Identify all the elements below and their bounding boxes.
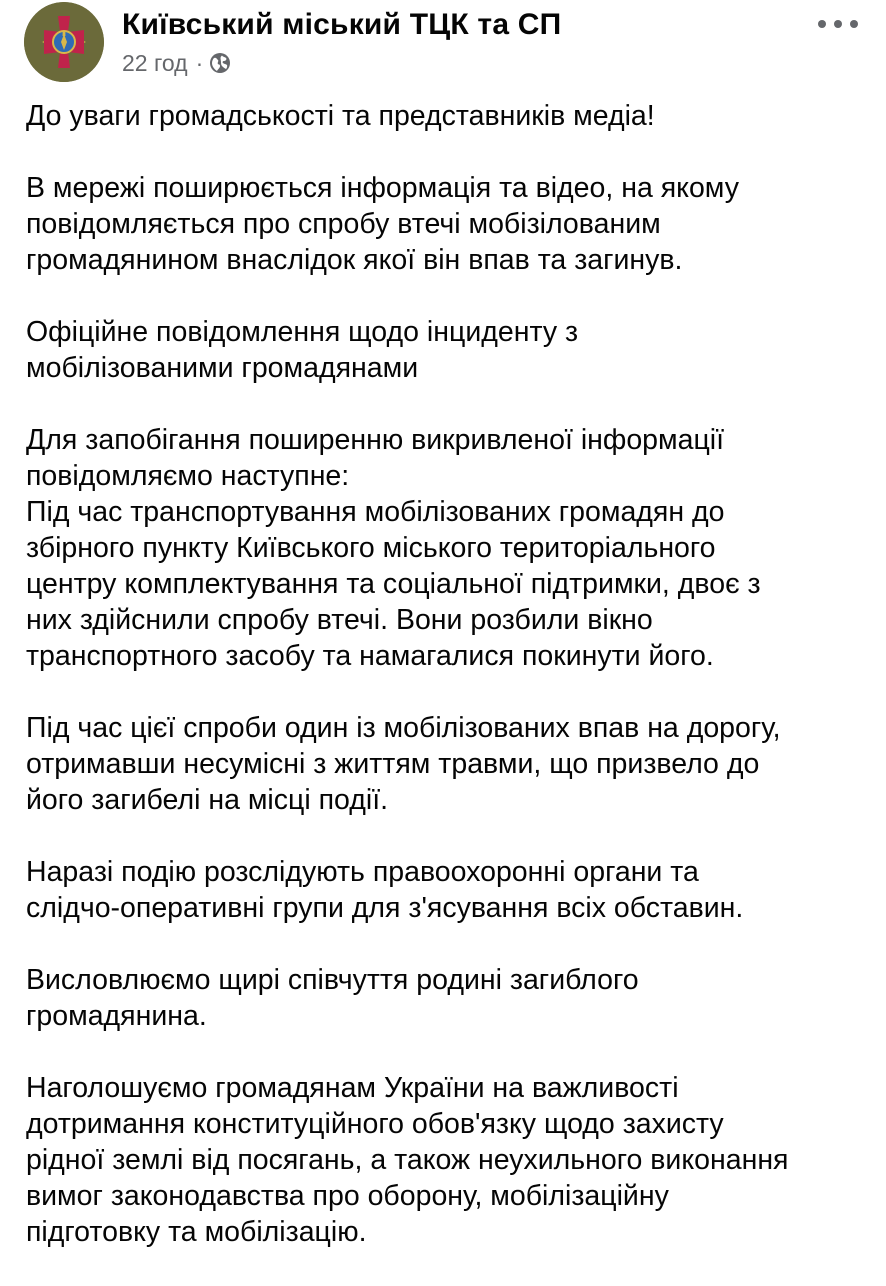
- paragraph-details: Для запобігання поширенню викривленої інформації повідомляємо наступне: Під час транспортування мобілізованих громадян до збірного пункту Київського міського територіального центру комплектування та соціальної підтримки, двоє з них здійснили спробу втечі. Вони розбили вікно транспортного засобу та намагалися покинути його.: [26, 424, 761, 672]
- more-horizontal-icon: [818, 20, 826, 28]
- paragraph-appeal: Наголошуємо громадянам України на важливості дотримання конституційного обов'язку щодо захисту рідної землі від посягань, а також неухильного виконання вимог законодавства про оборону, мобілізаційну підготовку та мобілізацію.: [26, 1072, 789, 1248]
- post-header: [0, 0, 886, 90]
- paragraph-intro: До уваги громадськості та представників медіа!: [26, 100, 655, 132]
- paragraph-official: Офіційне повідомлення щодо інциденту з мобілізованими громадянами: [26, 316, 579, 384]
- post-meta: [122, 48, 231, 78]
- paragraph-investigation: Наразі подію розслідують правоохоронні органи та слідчо-оперативні групи для з'ясування всіх обставин.: [26, 856, 744, 924]
- page-avatar[interactable]: [24, 2, 104, 82]
- emblem-avatar: [24, 2, 104, 82]
- globe-icon[interactable]: [209, 52, 231, 74]
- paragraph-rumor: В мережі поширюється інформація та відео, на якому повідомляється про спробу втечі мобізілованим громадянином внаслідок якої він впав та загинув.: [26, 172, 739, 276]
- paragraph-incident: Під час цієї спроби один із мобілізованих впав на дорогу, отримавши несумісні з життям травми, що призвело до його загибелі на місці події.: [26, 712, 781, 816]
- meta-separator: ·: [195, 49, 204, 76]
- paragraph-condolences: Висловлюємо щирі співчуття родині загиблого громадянина.: [26, 964, 639, 1032]
- post-timestamp[interactable]: 22 год: [122, 49, 188, 76]
- more-options-button[interactable]: [818, 14, 858, 34]
- page-name[interactable]: Київський міський ТЦК та СП: [122, 8, 562, 41]
- post-text: [26, 98, 874, 1286]
